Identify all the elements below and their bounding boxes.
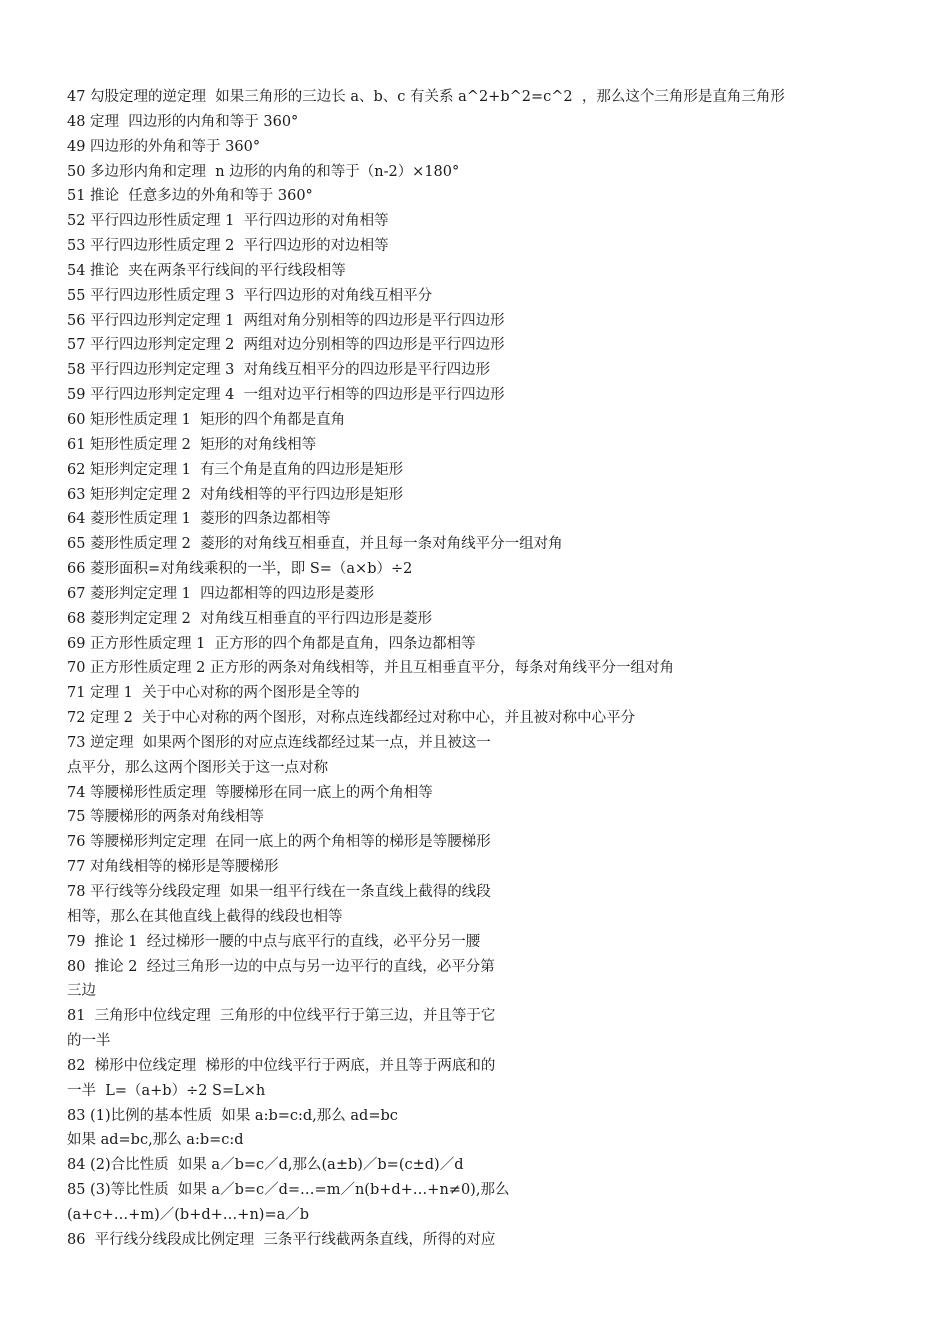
theorem-list: [67, 85, 927, 1253]
text-line: 82 梯形中位线定理 梯形的中位线平行于两底，并且等于两底和的: [67, 1057, 496, 1074]
text-line: 74 等腰梯形性质定理 等腰梯形在同一底上的两个角相等: [67, 784, 433, 801]
text-line: 47 勾股定理的逆定理 如果三角形的三边长 a、b、c 有关系 a^2+b^2=c^2 ，那么这个三角形是直角三角形: [67, 89, 785, 105]
text-line: 64 菱形性质定理 1 菱形的四条边都相等: [67, 511, 331, 528]
text-line: 点平分，那么这两个图形关于这一点对称: [67, 759, 328, 776]
text-line: 一半 L=（a+b）÷2 S=L×h: [67, 1082, 266, 1099]
text-line: 84 (2)合比性质 如果 a／b=c／d,那么(a±b)／b=(c±d)／d: [67, 1157, 464, 1174]
text-line: 86 平行线分线段成比例定理 三条平行线截两条直线，所得的对应: [67, 1231, 496, 1248]
text-line: 65 菱形性质定理 2 菱形的对角线互相垂直，并且每一条对角线平分一组对角: [67, 536, 563, 553]
text-line: 78 平行线等分线段定理 如果一组平行线在一条直线上截得的线段: [67, 884, 491, 900]
text-line: 68 菱形判定定理 2 对角线互相垂直的平行四边形是菱形: [67, 610, 433, 627]
text-line: 69 正方形性质定理 1 正方形的四个角都是直角，四条边都相等: [67, 635, 476, 652]
text-line: 76 等腰梯形判定定理 在同一底上的两个角相等的梯形是等腰梯形: [67, 834, 491, 851]
text-line: 如果 ad=bc,那么 a:b=c:d: [67, 1132, 244, 1149]
text-line: 53 平行四边形性质定理 2 平行四边形的对边相等: [67, 238, 389, 255]
text-line: 58 平行四边形判定定理 3 对角线互相平分的四边形是平行四边形: [67, 362, 491, 379]
text-line: 三边: [67, 983, 96, 1000]
text-line: 79 推论 1 经过梯形一腰的中点与底平行的直线，必平分另一腰: [67, 933, 481, 950]
text-line: 60 矩形性质定理 1 矩形的四个角都是直角: [67, 411, 346, 428]
text-line: 71 定理 1 关于中心对称的两个图形是全等的: [67, 685, 360, 702]
text-line: 63 矩形判定定理 2 对角线相等的平行四边形是矩形: [67, 486, 404, 503]
text-line: 77 对角线相等的梯形是等腰梯形: [67, 859, 279, 876]
text-line: 70 正方形性质定理 2 正方形的两条对角线相等，并且互相垂直平分，每条对角线平分一组对角: [67, 660, 674, 677]
text-line: (a+c+…+m)／(b+d+…+n)=a／b: [67, 1206, 310, 1223]
text-line: 相等，那么在其他直线上截得的线段也相等: [67, 908, 343, 925]
text-line: 48 定理 四边形的内角和等于 360°: [67, 113, 299, 130]
text-line: 50 多边形内角和定理 n 边形的内角的和等于（n-2）×180°: [67, 163, 460, 180]
text-line: 80 推论 2 经过三角形一边的中点与另一边平行的直线，必平分第: [67, 958, 495, 975]
text-line: 85 (3)等比性质 如果 a／b=c／d=…=m／n(b+d+…+n≠0),那么: [67, 1182, 510, 1199]
text-line: 62 矩形判定定理 1 有三个角是直角的四边形是矩形: [67, 461, 404, 478]
text-line: 73 逆定理 如果两个图形的对应点连线都经过某一点，并且被这一: [67, 734, 491, 751]
text-line: 55 平行四边形性质定理 3 平行四边形的对角线互相平分: [67, 287, 433, 304]
text-line: 57 平行四边形判定定理 2 两组对边分别相等的四边形是平行四边形: [67, 337, 505, 354]
text-line: 54 推论 夹在两条平行线间的平行线段相等: [67, 262, 346, 279]
text-line: 49 四边形的外角和等于 360°: [67, 138, 261, 155]
text-line: 61 矩形性质定理 2 矩形的对角线相等: [67, 436, 317, 453]
text-line: 81 三角形中位线定理 三角形的中位线平行于第三边，并且等于它: [67, 1008, 496, 1025]
text-line: 59 平行四边形判定定理 4 一组对边平行相等的四边形是平行四边形: [67, 387, 505, 404]
text-line: 56 平行四边形判定定理 1 两组对角分别相等的四边形是平行四边形: [67, 312, 505, 329]
text-line: 83 (1)比例的基本性质 如果 a:b=c:d,那么 ad=bc: [67, 1107, 398, 1124]
text-line: 66 菱形面积=对角线乘积的一半，即 S=（a×b）÷2: [67, 561, 413, 578]
text-line: 52 平行四边形性质定理 1 平行四边形的对角相等: [67, 213, 389, 230]
text-line: 51 推论 任意多边的外角和等于 360°: [67, 188, 313, 205]
text-line: 72 定理 2 关于中心对称的两个图形，对称点连线都经过对称中心，并且被对称中心平分: [67, 710, 636, 727]
text-line: 67 菱形判定定理 1 四边都相等的四边形是菱形: [67, 585, 375, 602]
text-line: 75 等腰梯形的两条对角线相等: [67, 809, 265, 826]
text-line: 的一半: [67, 1033, 111, 1050]
